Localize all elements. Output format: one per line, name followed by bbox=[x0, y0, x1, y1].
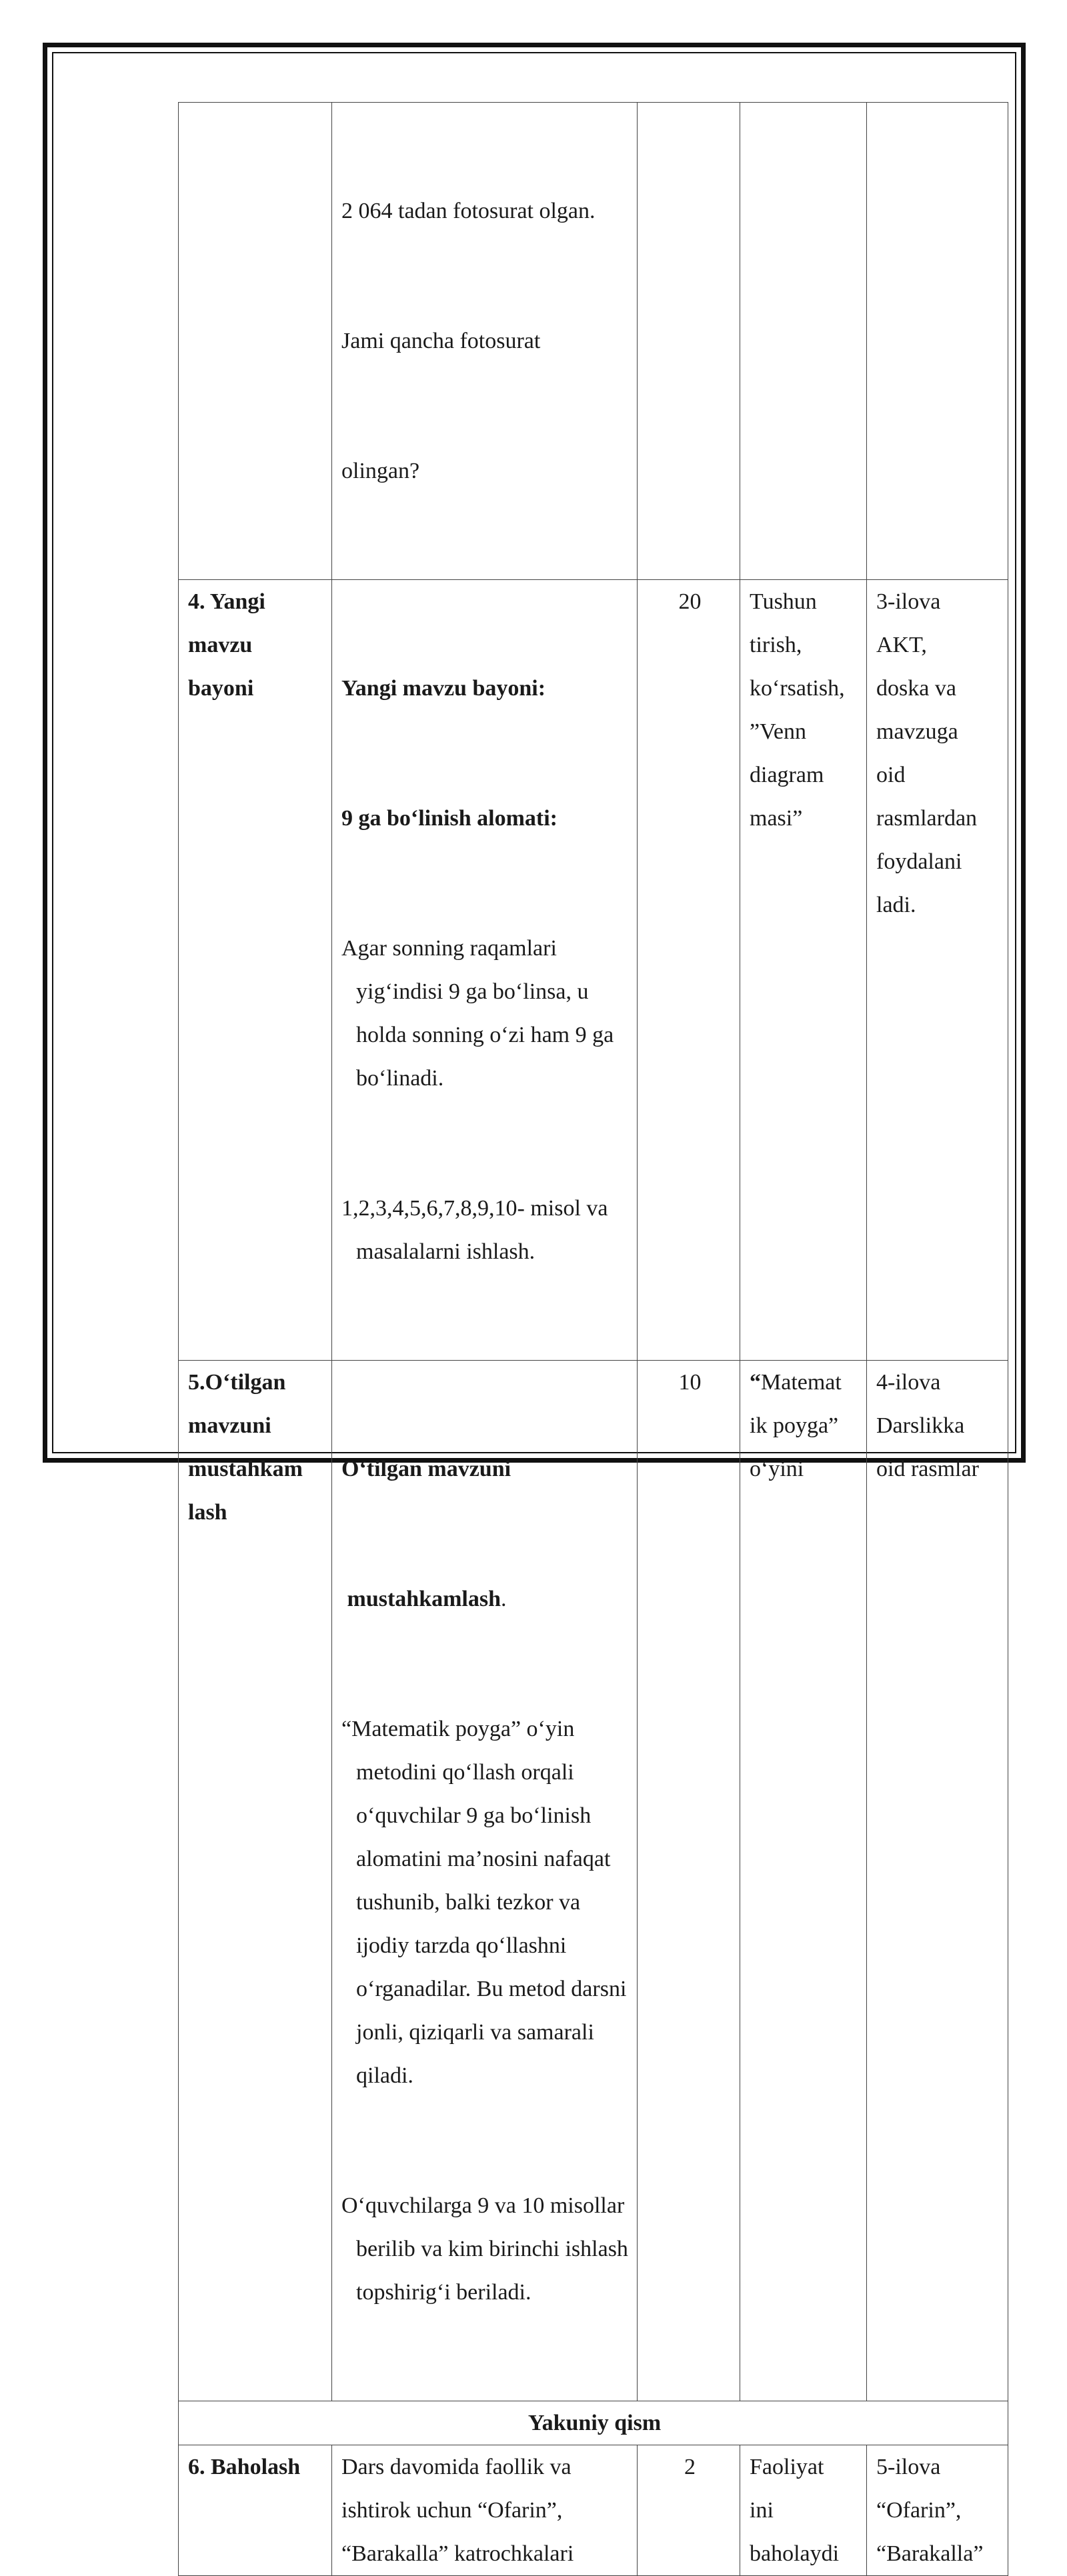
section-heading: O‘tilgan mavzuni bbox=[341, 1457, 511, 1481]
content-cell: Dars davomida faollik va ishtirok uchun “Ofarin”, “Barakalla” katrochkalari bbox=[332, 2445, 638, 2576]
section-subheading: mustahkamlash bbox=[341, 1587, 501, 1611]
time-cell: 20 bbox=[638, 580, 740, 1361]
time-cell bbox=[638, 103, 740, 580]
method-cell: Faoliyat ini baholaydi bbox=[740, 2445, 867, 2576]
method-open-quote: “ bbox=[750, 1370, 761, 1395]
lesson-plan-table bbox=[178, 102, 1008, 2576]
section-subheading: 9 ga bo‘linish alomati: bbox=[341, 806, 558, 831]
section-subheading-line bbox=[341, 1577, 630, 1621]
content-line: olingan? bbox=[341, 459, 420, 483]
resources-cell bbox=[867, 103, 1008, 580]
content-cell bbox=[332, 580, 638, 1361]
section-title: Yakuniy qism bbox=[179, 2401, 1008, 2445]
table-row bbox=[179, 103, 1008, 580]
resources-cell: 4-ilova Darslikka oid rasmlar bbox=[867, 1361, 1008, 2401]
table-row bbox=[179, 580, 1008, 1361]
method-cell bbox=[740, 1361, 867, 2401]
table-row bbox=[179, 2445, 1008, 2576]
time-cell: 2 bbox=[638, 2445, 740, 2576]
subheading-period: . bbox=[501, 1587, 507, 1611]
method-cell bbox=[740, 103, 867, 580]
stage-cell: 4. Yangi mavzu bayoni bbox=[179, 580, 332, 1361]
content-paragraph: O‘quvchilarga 9 va 10 misollar berilib va kim birinchi ishlash topshirig‘i beriladi. bbox=[341, 2193, 634, 2305]
stage-cell: 6. Baholash bbox=[179, 2445, 332, 2576]
section-heading: Yangi mavzu bayoni: bbox=[341, 676, 546, 701]
table-row bbox=[179, 2401, 1008, 2445]
method-cell: Tushun tirish, ko‘rsatish, ”Venn diagram masi” bbox=[740, 580, 867, 1361]
table-row bbox=[179, 1361, 1008, 2401]
stage-cell: 5.O‘tilgan mavzuni mustahkam lash bbox=[179, 1361, 332, 2401]
content-paragraph: “Matematik poyga” o‘yin metodini qo‘llash orqali o‘quvchilar 9 ga bo‘linish alomatini ma’nosini nafaqat tushunib, balki tezkor va ijodiy tarzda qo‘llashni o‘rganadilar. Bu metod darsni jonli, qiziqarli va samarali qiladi. bbox=[341, 1717, 632, 2088]
content-line: 2 064 tadan fotosurat olgan. bbox=[341, 199, 596, 223]
method-text: Matemat ik poyga” o‘yini bbox=[750, 1370, 842, 1481]
resources-cell: 3-ilova AKT, doska va mavzuga oid rasmlardan foydalani ladi. bbox=[867, 580, 1008, 1361]
time-cell: 10 bbox=[638, 1361, 740, 2401]
content-paragraph: 1,2,3,4,5,6,7,8,9,10- misol va masalalarni ishlash. bbox=[341, 1196, 614, 1264]
content-line: Jami qancha fotosurat bbox=[341, 329, 541, 353]
content-paragraph: Agar sonning raqamlari yig‘indisi 9 ga bo‘linsa, u holda sonning o‘zi ham 9 ga bo‘linadi. bbox=[341, 936, 620, 1091]
resources-cell: 5-ilova “Ofarin”, “Barakalla” bbox=[867, 2445, 1008, 2576]
content-cell bbox=[332, 103, 638, 580]
content-cell bbox=[332, 1361, 638, 2401]
stage-cell bbox=[179, 103, 332, 580]
